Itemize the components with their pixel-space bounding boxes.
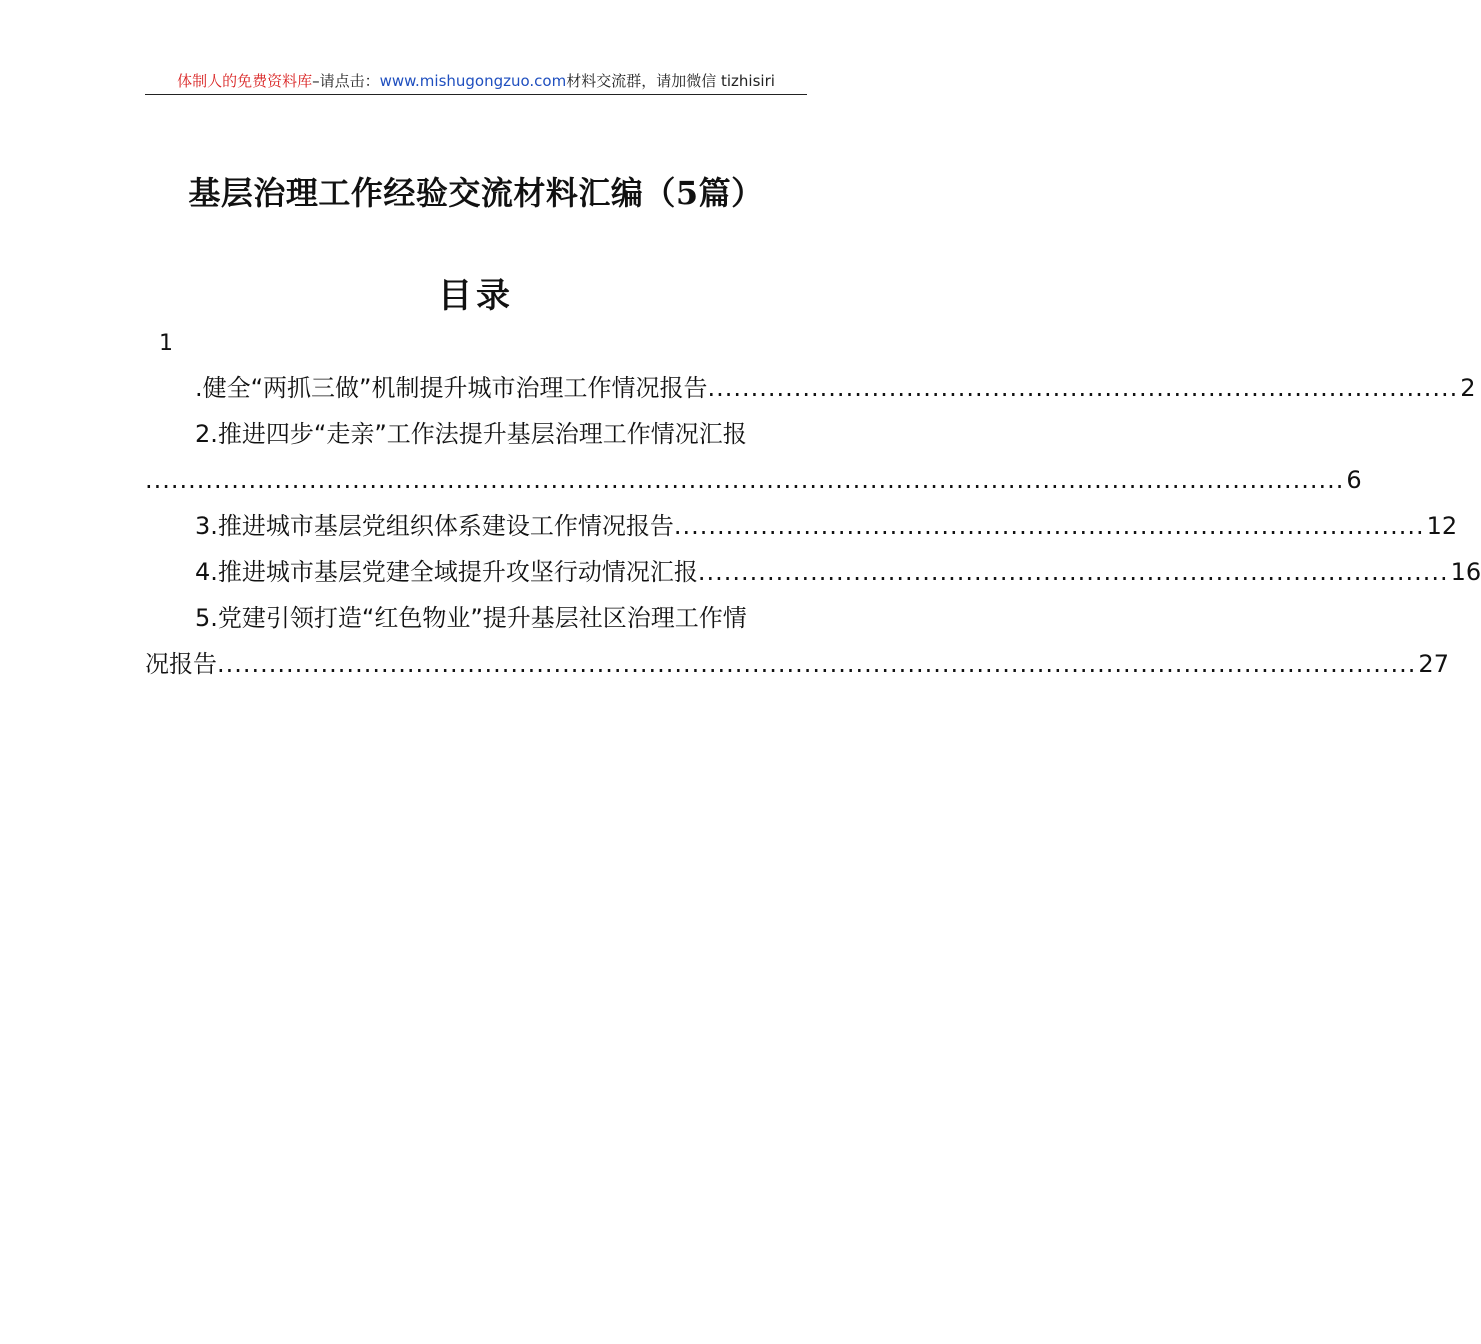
toc-entry-page: 16 [1450, 558, 1481, 586]
toc-entry-5-continued[interactable] [145, 641, 1449, 687]
toc-entry-title: 5.党建引领打造“红色物业”提升基层社区治理工作情 [195, 604, 747, 632]
toc-entry-5[interactable] [145, 595, 807, 641]
header-prompt: –请点击： [312, 72, 380, 90]
toc-leader-dots: ....................................................................................... [673, 512, 1425, 540]
toc-heading: 目录 [438, 276, 514, 316]
toc-stray-number: 1 [159, 331, 173, 356]
table-of-contents [145, 325, 1481, 687]
document-title: 基层治理工作经验交流材料汇编（5篇） [188, 174, 764, 212]
toc-leader-dots: ....................................................................................... [707, 374, 1459, 402]
toc-leader-dots: ........................................................................................................................................... [217, 650, 1417, 678]
toc-entry-2-continued[interactable] [145, 457, 1362, 503]
header-brand: 体制人的免费资料库 [177, 72, 313, 90]
toc-entry-title: 4.推进城市基层党建全域提升攻坚行动情况汇报 [195, 558, 698, 586]
toc-entry-title: 3.推进城市基层党组织体系建设工作情况报告 [195, 512, 674, 540]
page-header [145, 70, 807, 95]
toc-entry-page: 27 [1418, 650, 1449, 678]
toc-entry-3[interactable] [145, 503, 1458, 549]
header-link[interactable]: www.mishugongzuo.com [379, 72, 567, 90]
toc-entry-2[interactable] [145, 411, 807, 457]
toc-leader-dots: ....................................................................................... [697, 558, 1449, 586]
toc-entry-1[interactable] [145, 365, 1476, 411]
toc-entry-4[interactable] [145, 549, 1481, 595]
toc-entry-title: .健全“两抓三做”机制提升城市治理工作情况报告 [195, 374, 708, 402]
toc-entry-page: 2 [1460, 374, 1476, 402]
toc-entry-page: 12 [1426, 512, 1458, 540]
header-suffix: 材料交流群，请加微信 tizhisiri [566, 72, 775, 90]
toc-leader-dots: ........................................................................................................................................... [145, 466, 1345, 494]
toc-entry-title: 2.推进四步“走亲”工作法提升基层治理工作情况汇报 [195, 420, 747, 448]
toc-entry-page: 6 [1346, 466, 1362, 494]
toc-entry-title-continued: 况报告 [145, 650, 217, 678]
